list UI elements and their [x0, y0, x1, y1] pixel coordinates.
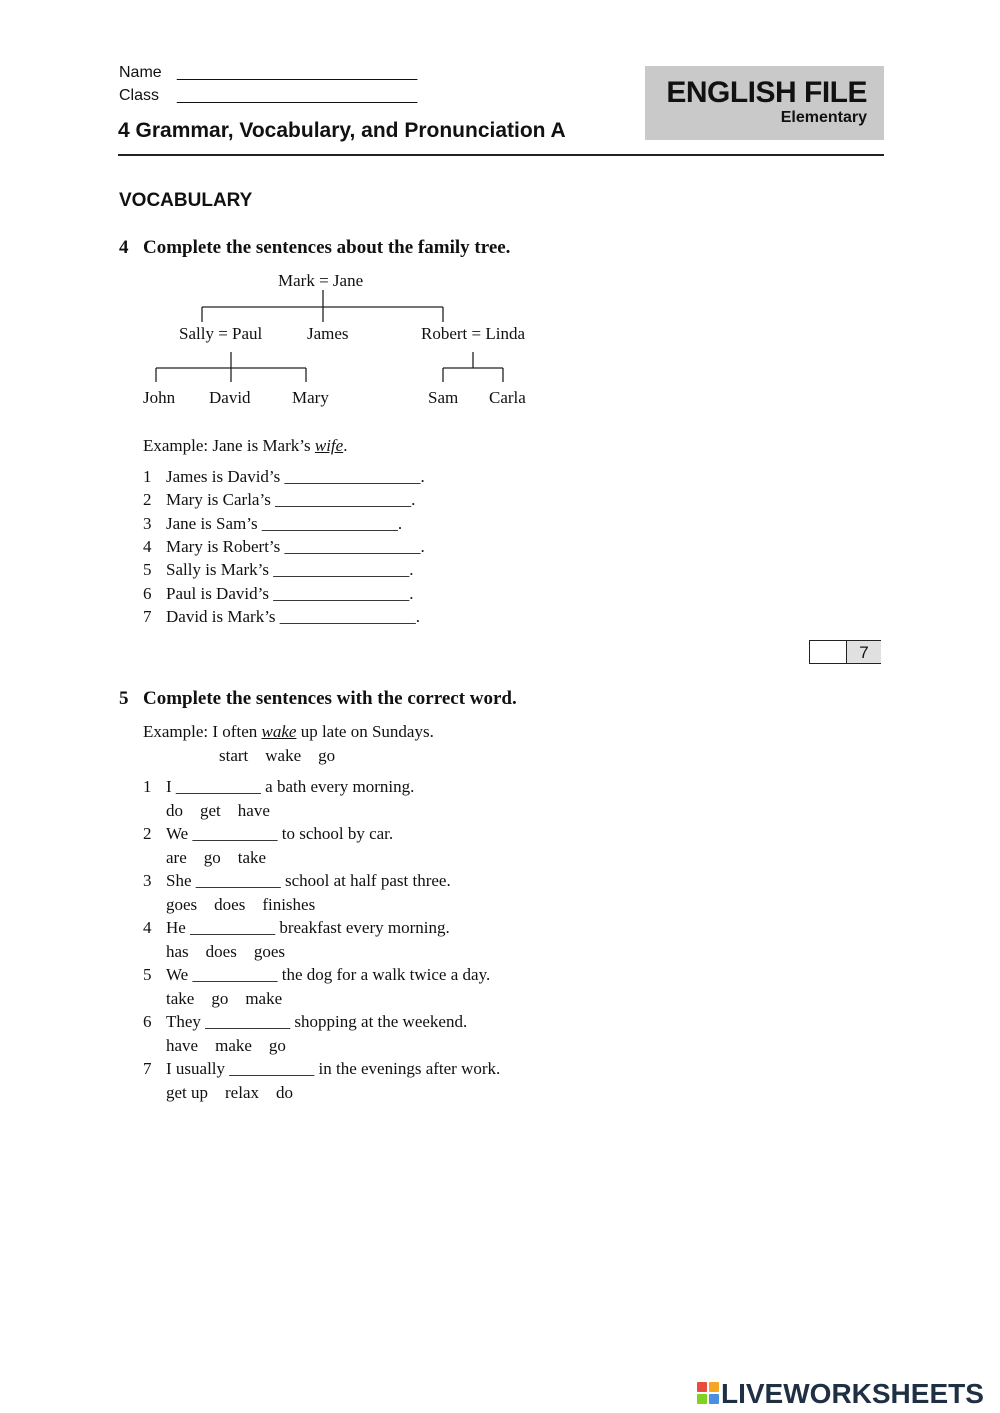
- q5-item-number: 2: [143, 824, 152, 843]
- name-label: Name: [119, 64, 162, 81]
- example-answer: wife: [314, 436, 344, 455]
- q5-item-number: 6: [143, 1012, 152, 1031]
- score-input[interactable]: [810, 641, 846, 663]
- tree-robert-linda: Robert = Linda: [421, 324, 526, 343]
- q5-item-number: 1: [143, 777, 152, 796]
- tree-john: John: [143, 388, 176, 407]
- q5-item-text[interactable]: He __________ breakfast every morning.: [166, 918, 450, 937]
- q5-item-text[interactable]: They __________ shopping at the weekend.: [166, 1012, 468, 1031]
- q4-item-text[interactable]: James is David’s ________________.: [166, 467, 425, 486]
- question-4-example: [143, 436, 347, 456]
- q4-item-text[interactable]: Paul is David’s ________________.: [166, 584, 414, 603]
- q5-item-options: do get have: [166, 801, 270, 820]
- q4-item-text[interactable]: David is Mark’s ________________.: [166, 607, 421, 626]
- q4-item-number: 7: [143, 607, 152, 626]
- q5-item-number: 3: [143, 871, 152, 890]
- question-4-instruction: Complete the sentences about the family tree.: [143, 237, 511, 258]
- q5-item-options: goes does finishes: [166, 895, 316, 914]
- q4-item-number: 2: [143, 490, 152, 509]
- q4-item-text[interactable]: Sally is Mark’s ________________.: [166, 560, 414, 579]
- q5-item-number: 4: [143, 918, 152, 937]
- question-5-number: 5: [119, 688, 129, 709]
- logo-square-3: [697, 1394, 707, 1404]
- example-suffix: .: [343, 436, 348, 455]
- q4-item-number: 6: [143, 584, 152, 603]
- tree-james: James: [307, 324, 349, 343]
- q5-item-text[interactable]: I __________ a bath every morning.: [166, 777, 415, 796]
- tree-carla: Carla: [489, 388, 526, 407]
- q5-item-text[interactable]: I usually __________ in the evenings after work.: [166, 1059, 501, 1078]
- liveworksheets-icon: [697, 1382, 719, 1406]
- tree-david: David: [209, 388, 251, 407]
- q5-item-text[interactable]: We __________ to school by car.: [166, 824, 394, 843]
- tree-mary: Mary: [292, 388, 329, 407]
- liveworksheets-wordmark: LIVEWORKSHEETS: [721, 1378, 984, 1409]
- logo-square-4: [709, 1394, 719, 1404]
- q5-item-number: 5: [143, 965, 152, 984]
- logo-square-2: [709, 1382, 719, 1392]
- header-divider: [118, 154, 884, 156]
- q4-item-number: 3: [143, 514, 152, 533]
- question-4-number: 4: [119, 237, 129, 258]
- q5-item-number: 7: [143, 1059, 152, 1078]
- brand-subtitle: Elementary: [780, 109, 867, 126]
- q5-item-text[interactable]: She __________ school at half past three.: [166, 871, 451, 890]
- example-options: start wake go: [219, 746, 336, 765]
- example-suffix: up late on Sundays.: [296, 722, 434, 741]
- example-prefix: Example: I often: [143, 722, 262, 741]
- q5-item-options: take go make: [166, 989, 283, 1008]
- example-prefix: Example: Jane is Mark’s: [143, 436, 315, 455]
- name-input-line[interactable]: ___________________________: [177, 64, 418, 81]
- q4-item-text[interactable]: Jane is Sam’s ________________.: [166, 514, 403, 533]
- brand-title: ENGLISH FILE: [666, 76, 867, 109]
- q5-item-options: has does goes: [166, 942, 285, 961]
- q5-item-options: are go take: [166, 848, 267, 867]
- score-total: 7: [847, 641, 881, 663]
- example-answer: wake: [261, 722, 297, 741]
- question-5-instruction: Complete the sentences with the correct word.: [143, 688, 517, 709]
- logo-square-1: [697, 1382, 707, 1392]
- unit-title: 4 Grammar, Vocabulary, and Pronunciation A: [118, 119, 566, 142]
- q4-item-text[interactable]: Mary is Robert’s ________________.: [166, 537, 425, 556]
- q4-item-number: 1: [143, 467, 152, 486]
- q5-item-options: get up relax do: [166, 1083, 293, 1102]
- q4-item-number: 4: [143, 537, 152, 556]
- brand-box: [645, 66, 884, 140]
- q5-item-text[interactable]: We __________ the dog for a walk twice a day.: [166, 965, 491, 984]
- score-box: [809, 640, 881, 664]
- q4-item-number: 5: [143, 560, 152, 579]
- q4-item-text[interactable]: Mary is Carla’s ________________.: [166, 490, 416, 509]
- class-input-line[interactable]: ___________________________: [177, 87, 418, 104]
- tree-mark-jane: Mark = Jane: [278, 271, 364, 290]
- q5-item-options: have make go: [166, 1036, 286, 1055]
- question-5-example: [143, 722, 434, 742]
- tree-sally-paul: Sally = Paul: [179, 324, 263, 343]
- section-heading: VOCABULARY: [119, 190, 253, 211]
- class-label: Class: [119, 87, 160, 104]
- tree-sam: Sam: [428, 388, 459, 407]
